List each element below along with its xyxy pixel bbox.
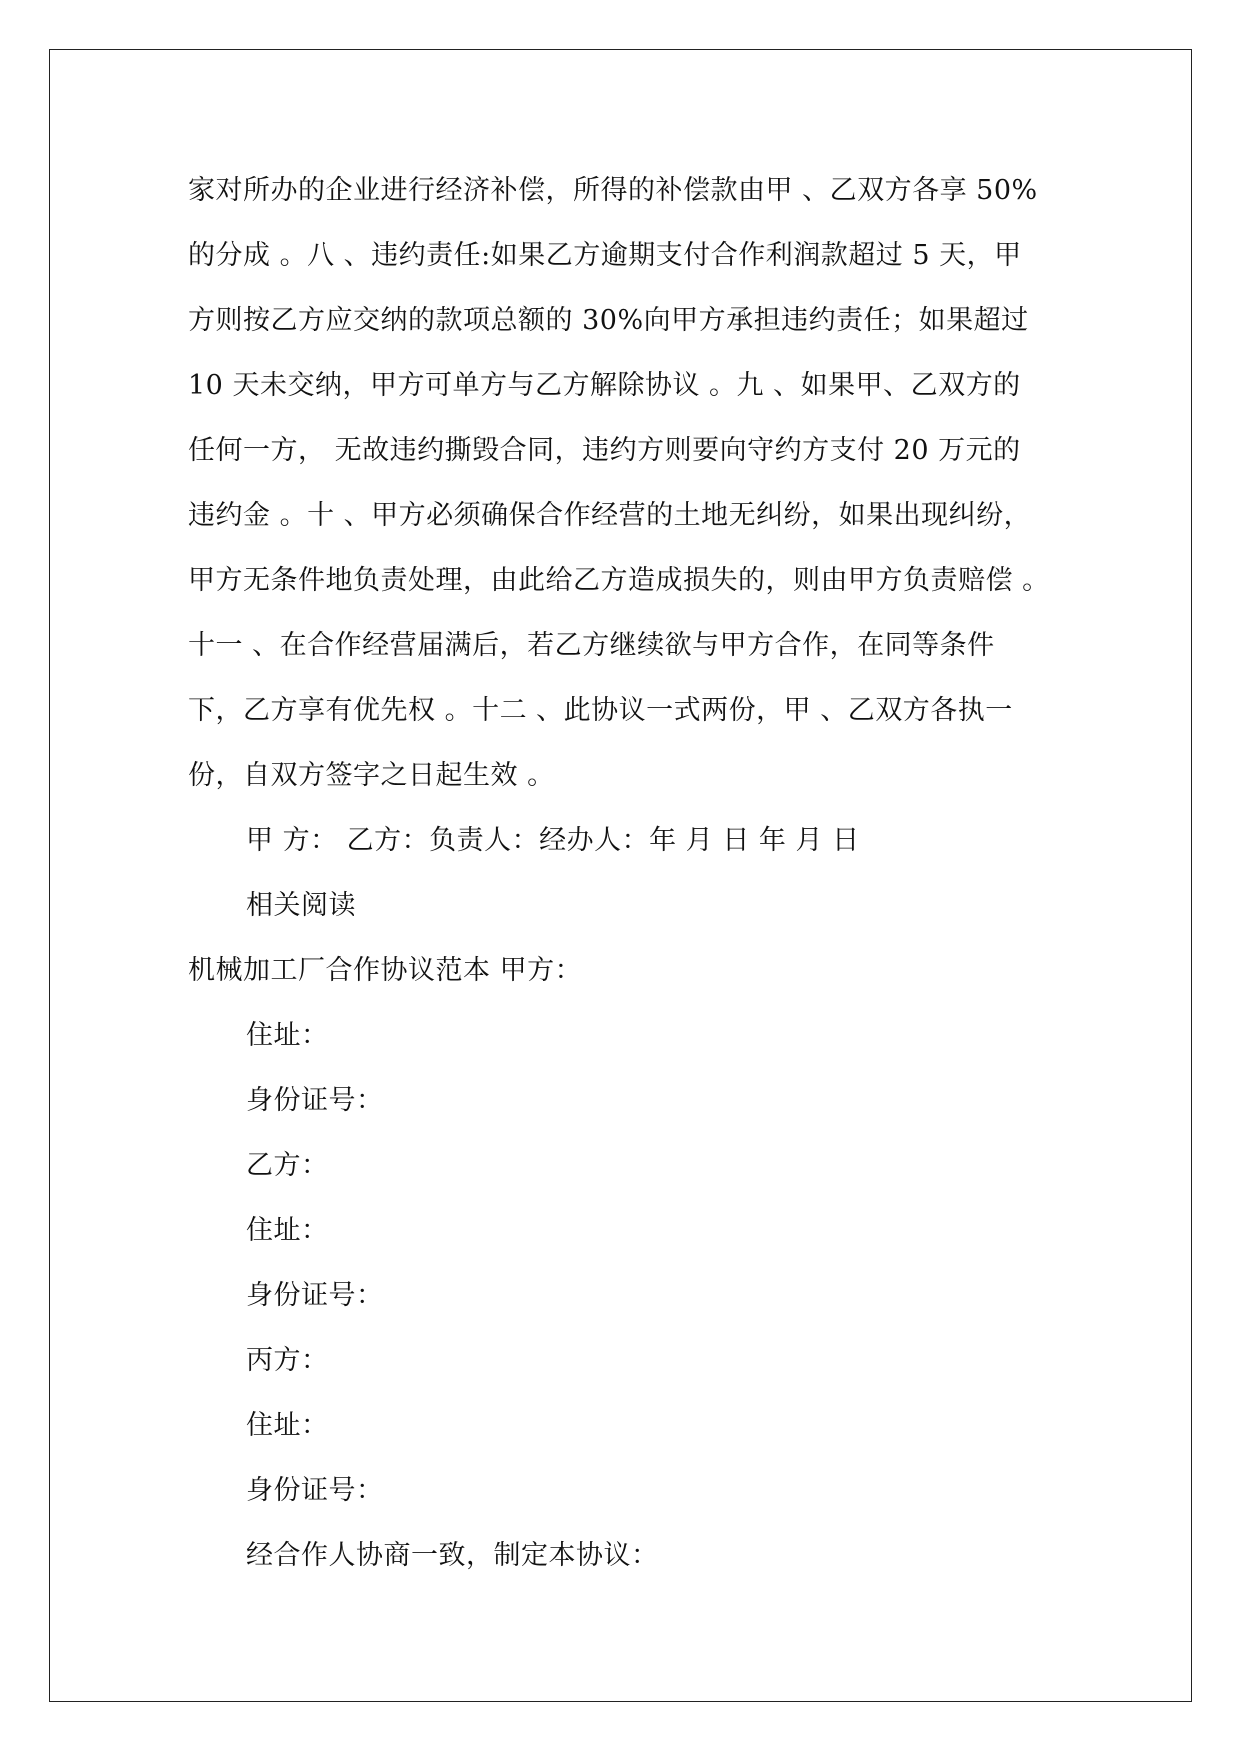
related-reading-heading: 相关阅读 <box>246 890 356 921</box>
closing-line: 经合作人协商一致，制定本协议： <box>246 1540 659 1571</box>
related-title-line: 机械加工厂合作协议范本 甲方： <box>188 955 583 986</box>
party-a-address: 住址： <box>246 1020 329 1051</box>
body-line-1: 家对所办的企业进行经济补偿，所得的补偿款由甲 、乙双方各享 50% <box>188 175 1038 206</box>
body-line-10: 份，自双方签字之日起生效 。 <box>188 760 555 791</box>
body-line-7: 甲方无条件地负责处理，由此给乙方造成损失的，则由甲方负责赔偿 。 <box>188 565 1050 596</box>
body-line-3: 方则按乙方应交纳的款项总额的 30%向甲方承担违约责任；如果超过 <box>188 305 1029 336</box>
party-c-address: 住址： <box>246 1410 329 1441</box>
party-c: 丙方： <box>246 1345 329 1376</box>
body-line-4: 10 天未交纳，甲方可单方与乙方解除协议 。九 、如果甲、乙双方的 <box>188 370 1021 401</box>
body-line-5: 任何一方， 无故违约撕毁合同，违约方则要向守约方支付 20 万元的 <box>188 435 1021 466</box>
party-c-id: 身份证号： <box>246 1475 384 1506</box>
document-body <box>188 158 1058 1588</box>
party-b: 乙方： <box>246 1150 329 1181</box>
body-line-2: 的分成 。八 、违约责任:如果乙方逾期支付合作利润款超过 5 天，甲 <box>188 240 1022 271</box>
party-a-id: 身份证号： <box>246 1085 384 1116</box>
body-line-6: 违约金 。十 、甲方必须确保合作经营的土地无纠纷，如果出现纠纷， <box>188 500 1032 531</box>
party-b-address: 住址： <box>246 1215 329 1246</box>
body-line-9: 下，乙方享有优先权 。十二 、此协议一式两份，甲 、乙双方各执一 <box>188 695 1013 726</box>
party-b-id: 身份证号： <box>246 1280 384 1311</box>
signature-line: 甲 方： 乙方：负责人：经办人：年 月 日 年 月 日 <box>246 825 860 856</box>
body-line-8: 十一 、在合作经营届满后，若乙方继续欲与甲方合作，在同等条件 <box>188 630 995 661</box>
